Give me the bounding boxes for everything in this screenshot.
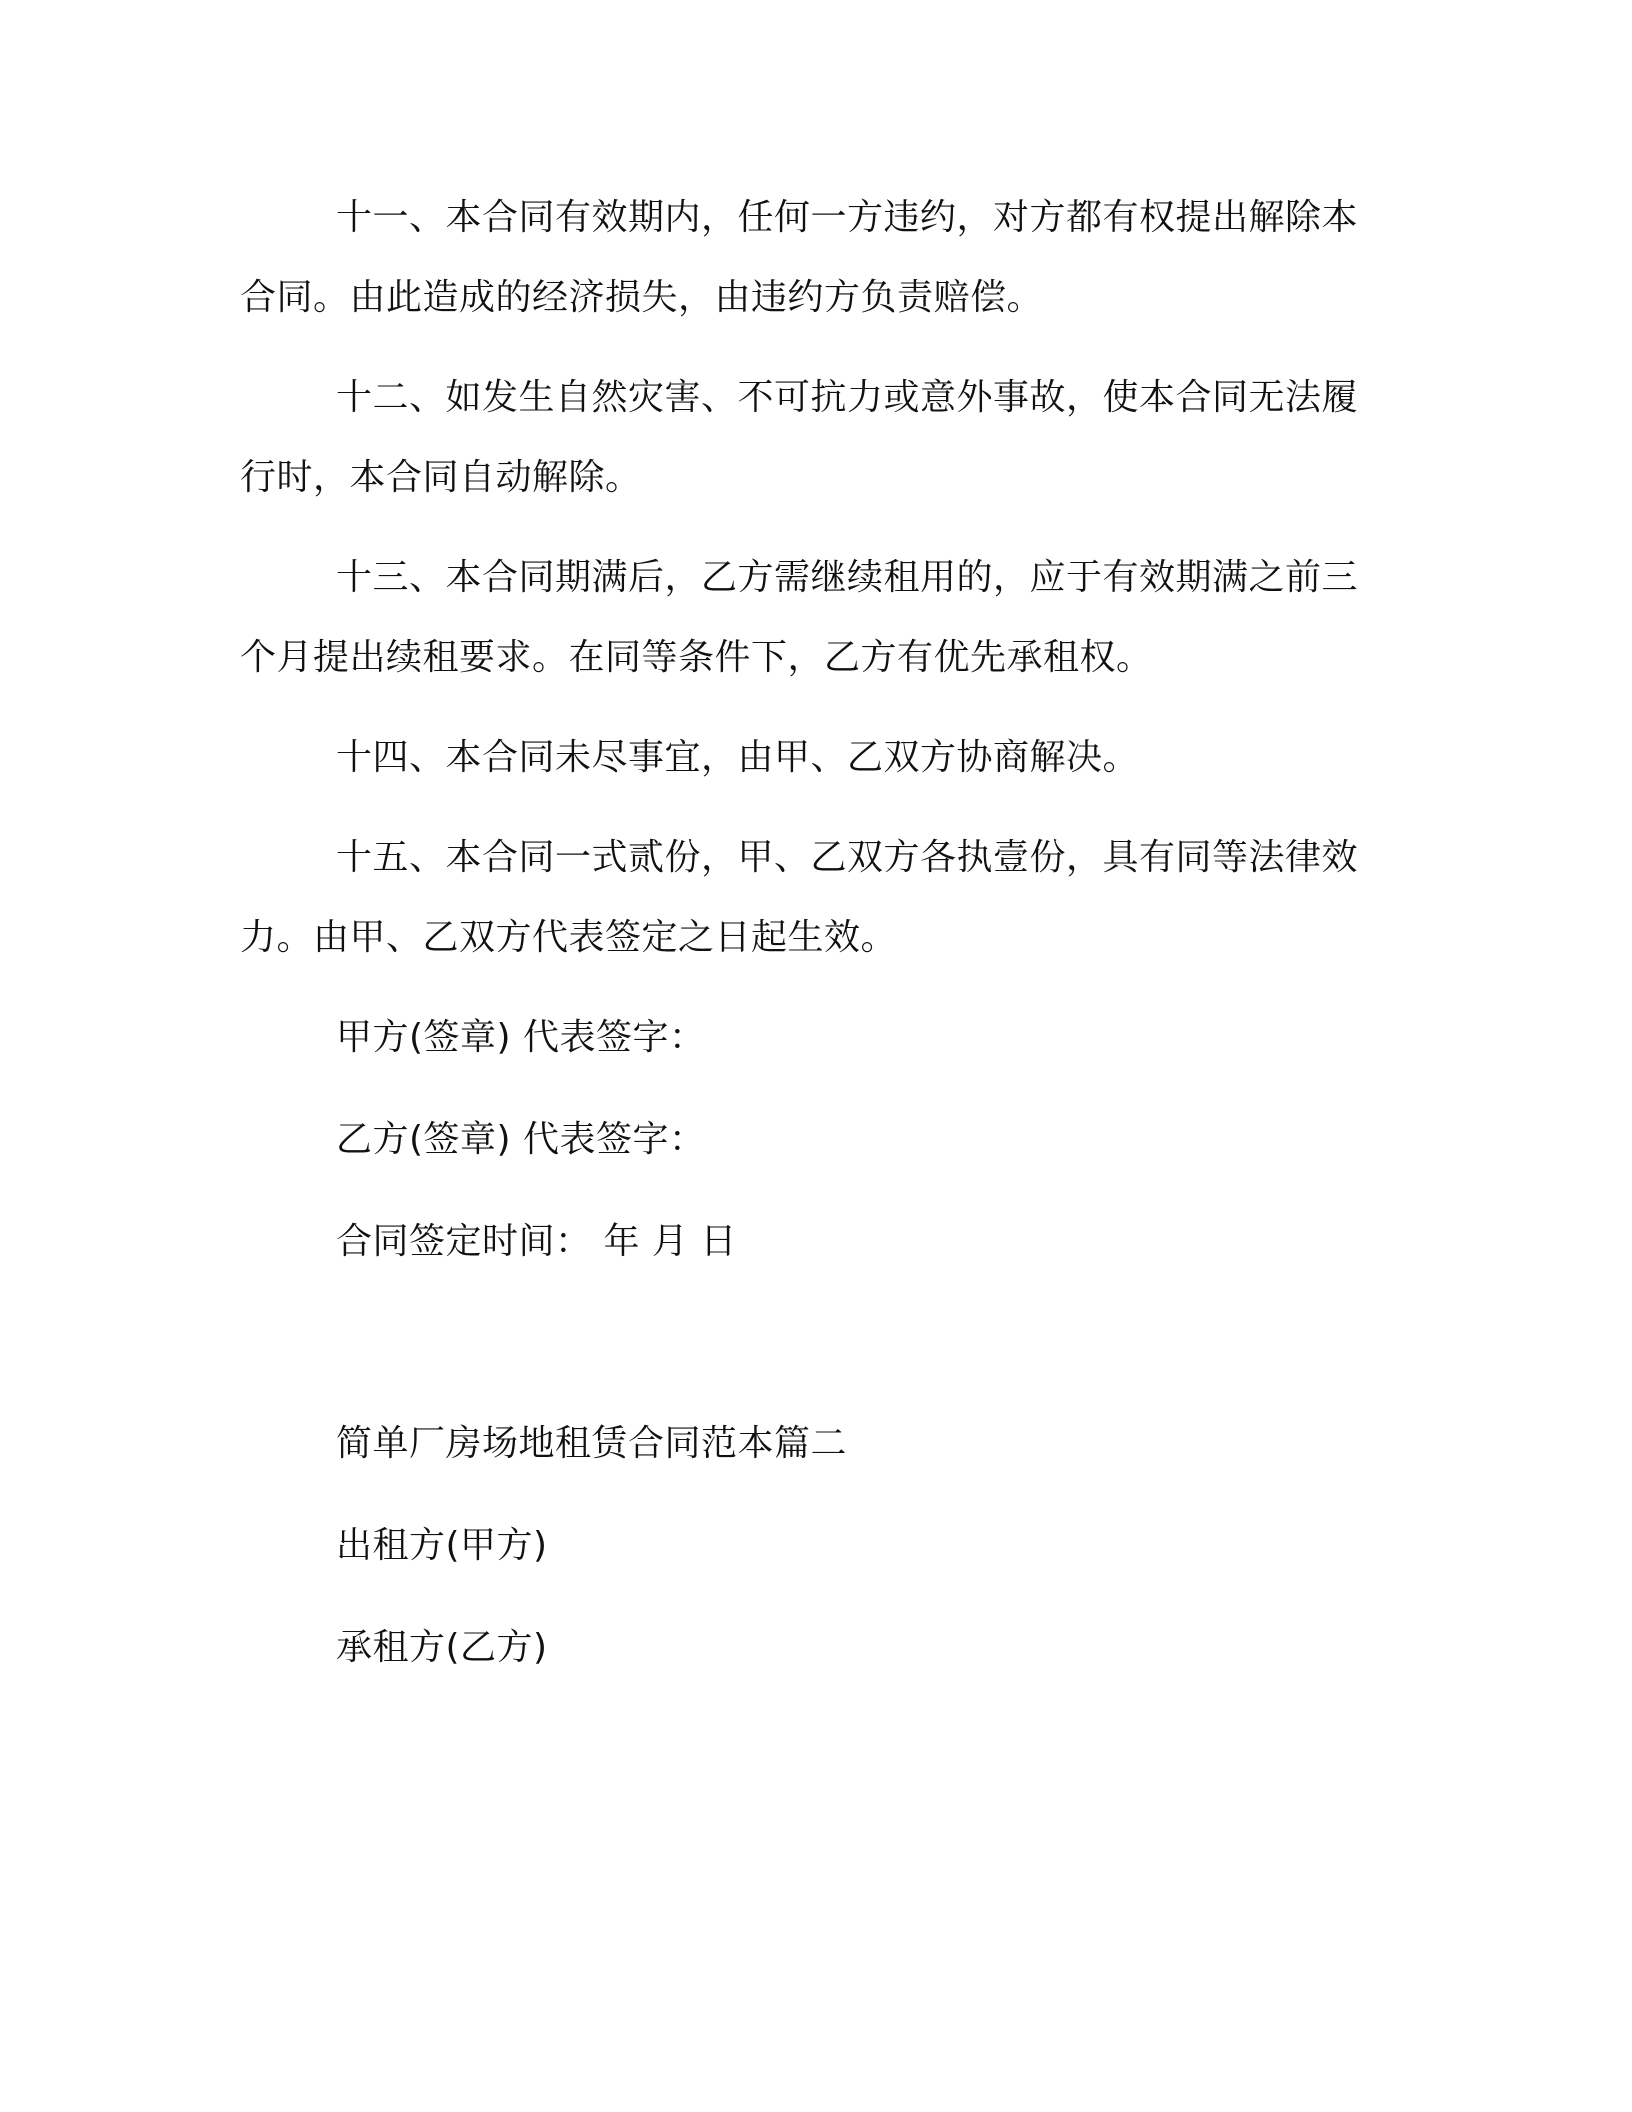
lessor-line: 出租方(甲方) [336, 1525, 548, 1566]
sign-date-line: 合同签定时间： 年 月 日 [336, 1221, 737, 1262]
clause-13: 十三、本合同期满后，乙方需继续租用的，应于有效期满之前三个月提出续租要求。在同等条件下，乙方有优先承租权。 [240, 557, 1359, 678]
lessee-line: 承租方(乙方) [336, 1627, 548, 1668]
clause-11: 十一、本合同有效期内，任何一方违约，对方都有权提出解除本合同。由此造成的经济损失，由违约方负责赔偿。 [240, 197, 1359, 318]
clause-14: 十四、本合同未尽事宜，由甲、乙双方协商解决。 [336, 737, 1140, 778]
clause-12: 十二、如发生自然灾害、不可抗力或意外事故，使本合同无法履行时，本合同自动解除。 [240, 377, 1359, 498]
clause-15: 十五、本合同一式贰份，甲、乙双方各执壹份，具有同等法律效力。由甲、乙双方代表签定之日起生效。 [240, 837, 1359, 958]
party-b-signature-line: 乙方(签章) 代表签字： [336, 1119, 706, 1160]
section-title: 简单厂房场地租赁合同范本篇二 [336, 1423, 848, 1464]
party-a-signature-line: 甲方(签章) 代表签字： [336, 1017, 706, 1058]
